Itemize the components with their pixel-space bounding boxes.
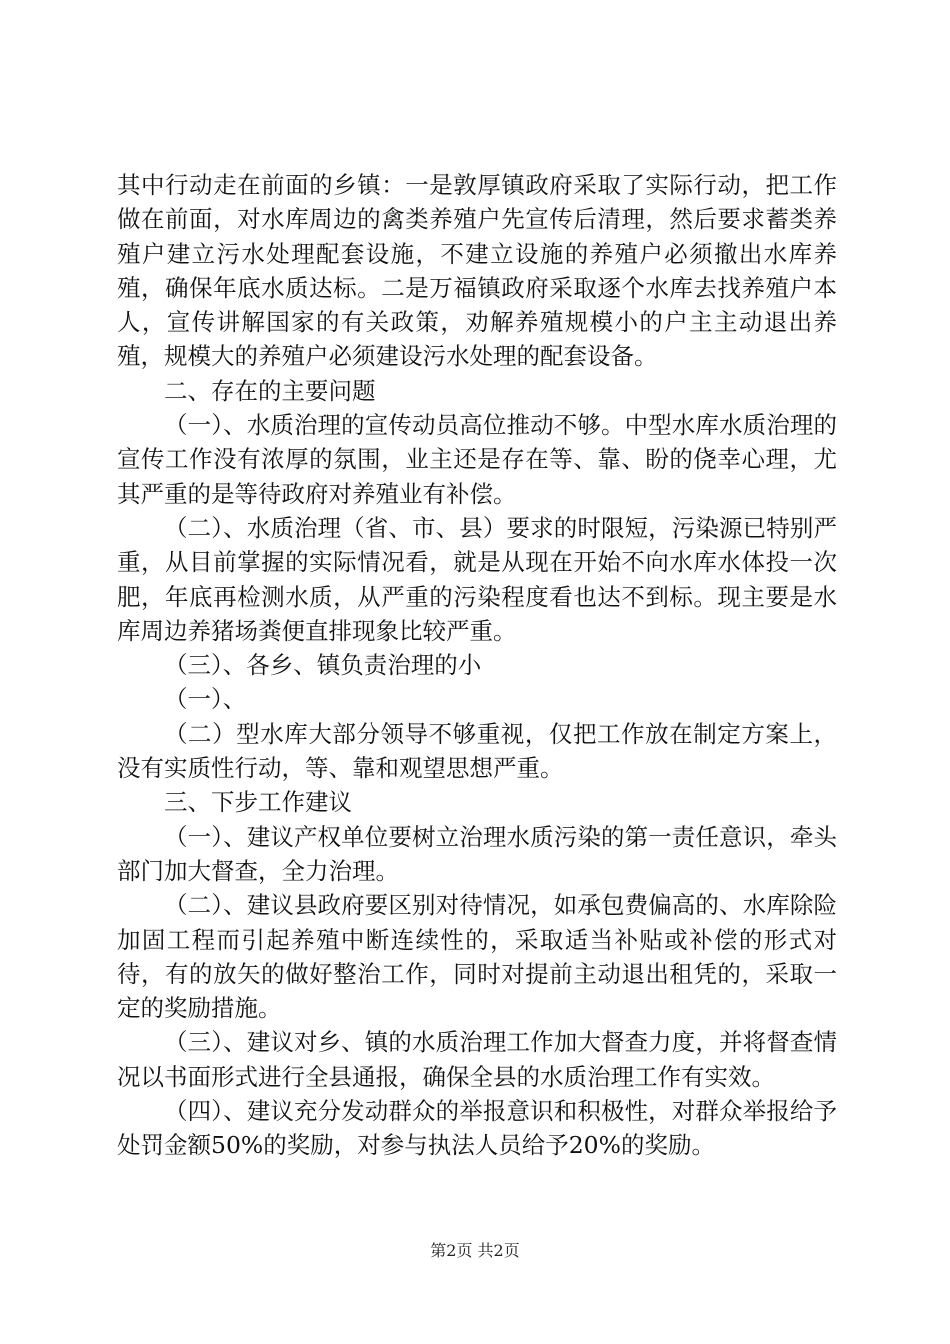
- paragraph-suggestion-2: （二）、建议县政府要区别对待情况，如承包费偏高的、水库除险加固工程而引起养殖中断连续性的，采取适当补贴或补偿的形式对待，有的放矢的做好整治工作，同时对提前主动退出租凭的，采取一定的奖励措施。: [117, 891, 837, 1023]
- section-heading-problems: 二、存在的主要问题: [164, 376, 376, 405]
- paragraph-suggestion-3: （三）、建议对乡、镇的水质治理工作加大督查力度，并将督查情况以书面形式进行全县通报，确保全县的水质治理工作有实效。: [117, 1028, 837, 1091]
- paragraph-problem-2: （二）、水质治理（省、市、县）要求的时限短，污染源已特别严重，从目前掌握的实际情况看，就是从现在开始不向水库水体投一次肥，年底再检测水质，从严重的污染程度看也达不到标。现主要是水库周边养猪场粪便直排现象比较严重。: [117, 513, 837, 645]
- page-footer: [0, 1241, 950, 1261]
- paragraph-problem-3-sub-1: （一）、: [164, 685, 247, 714]
- document-body: [117, 168, 837, 1163]
- paragraph-problem-3: （三）、各乡、镇负责治理的小: [164, 651, 482, 680]
- paragraph-problem-3-sub-2: （二）型水库大部分领导不够重视，仅把工作放在制定方案上，没有实质性行动，等、靠和观望思想严重。: [117, 719, 837, 783]
- paragraph-problem-1: （一）、水质治理的宣传动员高位推动不够。中型水库水质治理的宣传工作没有浓厚的氛围，业主还是存在等、靠、盼的侥幸心理，尤其严重的是等待政府对养殖业有补偿。: [117, 411, 837, 508]
- paragraph-suggestion-1: （一）、建议产权单位要树立治理水质污染的第一责任意识，牵头部门加大督查，全力治理。: [117, 822, 837, 885]
- section-heading-suggestions: 三、下步工作建议: [164, 788, 352, 817]
- paragraph-suggestion-4: （四）、建议充分发动群众的举报意识和积极性，对群众举报给予处罚金额50%的奖励，对参与执法人员给予20%的奖励。: [117, 1097, 837, 1160]
- paragraph-townships-action: 其中行动走在前面的乡镇：一是敦厚镇政府采取了实际行动，把工作做在前面，对水库周边的禽类养殖户先宣传后清理，然后要求蓄类养殖户建立污水处理配套设施，不建立设施的养殖户必须撤出水库养殖，确保年底水质达标。二是万福镇政府采取逐个水库去找养殖户本人，宣传讲解国家的有关政策，劝解养殖规模小的户主主动退出养殖，规模大的养殖户必须建设污水处理的配套设备。: [117, 171, 837, 371]
- page-number-label: 第2页 共2页: [430, 1241, 520, 1260]
